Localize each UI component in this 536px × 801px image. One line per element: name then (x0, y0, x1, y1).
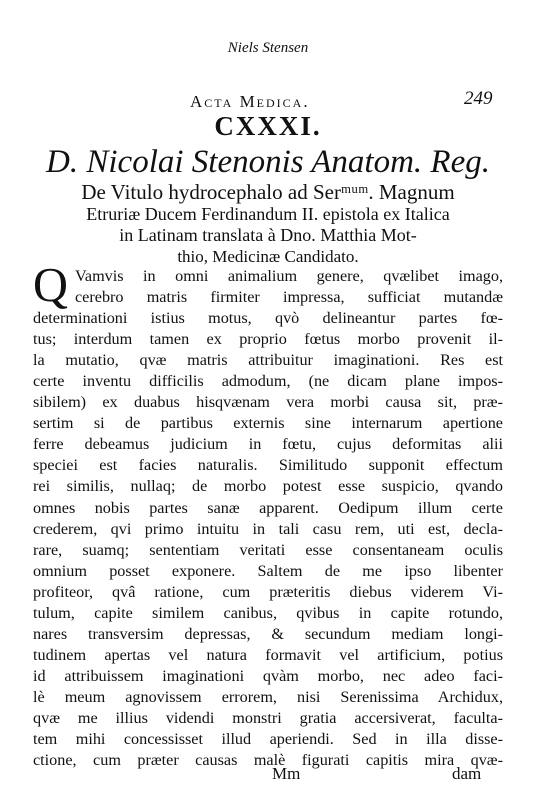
article-numeral: CXXXI. (214, 111, 322, 141)
title-line: Etruriæ Ducem Ferdinandum II. epistola ex Italica (86, 204, 450, 224)
drop-cap: Q (33, 259, 68, 312)
signature-mark: Mm (272, 764, 301, 783)
title-line: De Vitulo hydrocephalo ad Serᵐᵘᵐ. Magnum (81, 180, 455, 204)
body-line: qvæ me illius videndi monstri gratia accersiverat, faculta- (33, 708, 503, 727)
body-line: crederem, qvi primo intuitu in tali casu rem, uti est, decla- (33, 519, 503, 538)
body-line: ctione, cum præter causas malè figurati capitis mira qvæ- (33, 751, 503, 769)
body-line: sibilem) ex duabus hisqvænam vera morbi causa sit, præ- (33, 393, 503, 412)
title-line: in Latinam translata à Dno. Matthia Mot- (119, 225, 417, 245)
body-line: rei similis, nullaq; de morbo potest esse suspicio, qvando (33, 477, 503, 496)
body-line: omnes nobis partes sanæ apparent. Oedipum illum certe (33, 498, 503, 517)
running-author: Niels Stensen (227, 40, 309, 56)
page-number: 249 (464, 88, 493, 109)
body-line: tus; interdum tamen ex proprio fœtus morbo provenit il- (33, 330, 503, 349)
body-line: ferre debeamus judicium in fœtu, cujus deformitas alii (33, 435, 503, 454)
body-line: omnium posset exponere. Saltem de me ipso libenter (33, 561, 503, 580)
body-line: certe inventu difficilis admodum, (ne dicam plane impos- (33, 372, 503, 391)
body-line: nares transversim depressas, & secundum mediam longi- (33, 624, 503, 643)
body-line: la mutatio, qvæ matris attribuitur imaginationi. Res est (33, 351, 503, 370)
body-line: Vamvis in omni animalium genere, qvælibet imago, (75, 267, 503, 285)
body-line: tudinem apertas vel natura formavit vel artificium, potius (33, 645, 503, 664)
body-line: sertim si de partibus externis sine internarum apertione (33, 414, 503, 433)
body-line: rare, suamq; sententiam veritati esse consentaneam oculis (33, 540, 503, 559)
body-line: id attribuissem imaginationi qvàm morbo, nec adeo faci- (33, 666, 503, 685)
body-line: lè meum agnovissem errorem, nisi Serenissima Archidux, (33, 687, 503, 706)
body-line: profiteor, qvâ ratione, cum præteritis diebus viderem Vi- (33, 582, 503, 601)
catchword: dam (452, 764, 482, 783)
body-line: speciei est facies naturalis. Similitudo supponit effectum (33, 456, 503, 475)
title-line: thio, Medicinæ Candidato. (177, 247, 359, 266)
body-line: tem mihi concessisset illud aperiendi. Sed in illa disse- (33, 730, 503, 748)
body-line: tulum, capite similem canibus, qvibus in capite rotundo, (33, 603, 503, 622)
article-author-name: D. Nicolai Stenonis Anatom. Reg. (46, 144, 490, 180)
body-line: cerebro matris firmiter impressa, sufficiat mutandæ (75, 288, 503, 306)
running-head: Acta Medica. (190, 92, 310, 111)
body-line: determinationi istius motus, qvò delineantur partes fœ- (33, 309, 503, 328)
